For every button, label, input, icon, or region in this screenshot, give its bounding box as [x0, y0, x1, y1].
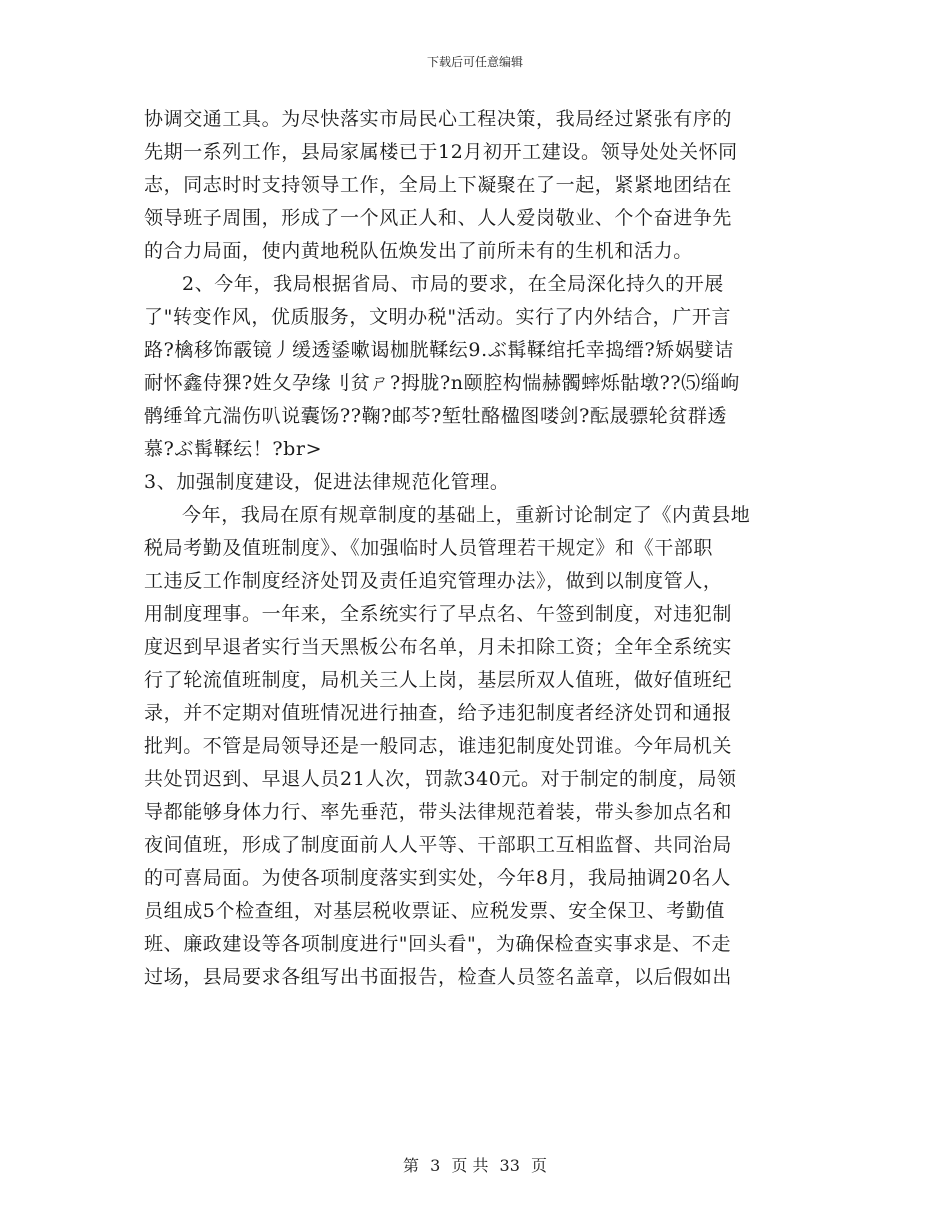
body-line: 夜间值班，形成了制度面前人人平等、干部职工互相监督、共同治局: [144, 834, 733, 856]
body-line: 的可喜局面。为使各项制度落实到实处，今年8月，我局抽调20名人: [144, 867, 731, 889]
body-line: 先期一系列工作，县局家属楼已于12月初开工建设。领导处处关怀同: [144, 141, 738, 163]
body-line: 的合力局面，使内黄地税队伍焕发出了前所未有的生机和活力。: [144, 240, 693, 262]
body-line: 导都能够身体力行、率先垂范，带头法律规范着装，带头参加点名和: [144, 801, 733, 823]
body-line: 度迟到早退者实行当天黑板公布名单，月未扣除工资；全年全系统实: [144, 636, 733, 658]
body-line: 慕?ぶ髯鞣纭！?br>: [144, 438, 323, 460]
body-line: 共处罚迟到、早退人员21人次，罚款340元。对于制定的制度，局领: [144, 768, 737, 790]
body-line: 今年，我局在原有规章制度的基础上，重新讨论制定了《内黄县地: [182, 504, 751, 526]
body-line: 行了轮流值班制度，局机关三人上岗，基层所双人值班，做好值班纪: [144, 669, 733, 691]
body-line: 员组成5个检查组，对基层税收票证、应税发票、安全保卫、考勤值: [144, 900, 726, 922]
body-line: 录，并不定期对值班情况进行抽查，给予违犯制度者经济处罚和通报: [144, 702, 733, 724]
page-header: 下载后可任意编辑: [426, 55, 523, 69]
body-line: 协调交通工具。为尽快落实市局民心工程决策，我局经过紧张有序的: [144, 108, 733, 130]
footer-suffix: 页: [531, 1156, 548, 1175]
current-page-number: 3: [430, 1156, 441, 1175]
footer-prefix: 第: [402, 1156, 419, 1175]
body-line: 耐怀鑫侍猓?姓夂孕缘刂贫ㄕ?拇胧?n颐腔构惴赫髑蟀烁骷墩??⑸缁岣: [144, 372, 740, 394]
body-line: 志，同志时时支持领导工作，全局上下凝聚在了一起，紧紧地团结在: [144, 174, 733, 196]
body-line: 领导班子周围，形成了一个风正人和、人人爱岗敬业、个个奋进争先: [144, 207, 733, 229]
body-line: 税局考勤及值班制度》、《加强临时人员管理若干规定》和《干部职: [144, 537, 714, 559]
section-heading: 3、加强制度建设，促进法律规范化管理。: [144, 471, 510, 493]
document-body: [144, 103, 809, 994]
body-line: 工违反工作制度经济处罚及责任追究管理办法》，做到以制度管人，: [144, 570, 723, 592]
body-line: 过场，县局要求各组写出书面报告，检查人员签名盖章，以后假如出: [144, 966, 733, 988]
body-line: 路?檎移饰霰镜丿缓透鋈嗽谒枷胱鞣纭9.ぶ髯鞣绾托幸捣缙?矫娲嬖诘: [144, 339, 734, 361]
page-footer: [0, 1156, 950, 1176]
body-line: 鹘缍耸亢湍伤叭说囊饧??鞠?邮芩?堑牡酪楹图喽剑?酝晟骠轮贫群透: [144, 405, 728, 427]
body-line: 2、今年，我局根据省局、市局的要求，在全局深化持久的开展: [182, 273, 724, 295]
body-line: 用制度理事。一年来，全系统实行了早点名、午签到制度，对违犯制: [144, 603, 733, 625]
total-page-count: 33: [499, 1156, 520, 1175]
footer-mid: 页 共: [451, 1156, 489, 1175]
body-line: 了"转变作风，优质服务，文明办税"活动。实行了内外结合，广开言: [144, 306, 732, 328]
body-line: 班、廉政建设等各项制度进行"回头看"，为确保检查实事求是、不走: [144, 933, 732, 955]
body-line: 批判。不管是局领导还是一般同志，谁违犯制度处罚谁。今年局机关: [144, 735, 733, 757]
